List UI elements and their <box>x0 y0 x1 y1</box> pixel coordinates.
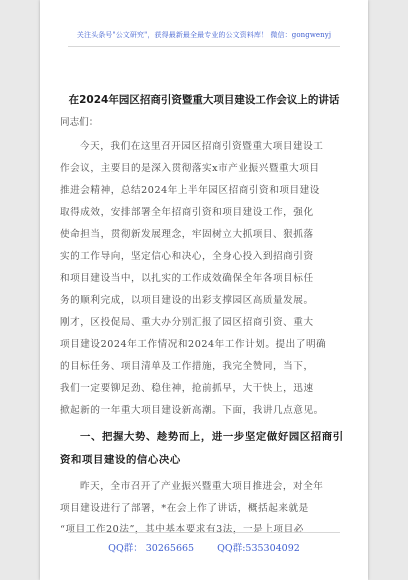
header-notice: 关注头条号"公文研究"，获得最新最全最专业的公文资料库！ 微信：gongwenyj <box>76 31 332 39</box>
footer-divider <box>68 532 340 533</box>
salutation: 同志们： <box>60 117 99 128</box>
paragraph-line: 项目建设2024年工作情况和2024年工作计划。提出了明确 <box>60 339 327 350</box>
footer <box>40 540 368 554</box>
paragraph-line: 取得成效，安排部署全年招商引资和项目建设工作，强化 <box>60 207 314 218</box>
paragraph-line: 作会议，主要目的是深入贯彻落实x市产业振兴暨重大项目 <box>60 163 320 174</box>
paragraph-line: 使命担当，贯彻新发展理念，牢固树立大抓项目、狠抓落 <box>60 229 314 240</box>
paragraph-line: 和项目建设当中，以扎实的工作成效确保全年各项目标任 <box>60 273 314 284</box>
paragraph-line: “项目工作20法”，其中基本要求有3法，一是上项目必 <box>60 524 304 535</box>
paragraph-line: 掀起新的一年重大项目建设新高潮。下面，我讲几点意见。 <box>60 405 324 416</box>
paragraph-line: 今天，我们在这里召开园区招商引资暨重大项目建设工 <box>80 141 324 152</box>
document-title: 在2024年园区招商引资暨重大项目建设工作会议上的讲话 <box>68 94 340 106</box>
paragraph-line: 刚才，区投促局、重大办分别汇报了园区招商引资、重大 <box>60 317 314 328</box>
paragraph-line: 务的顺利完成，以项目建设的出彩支撑园区高质量发展。 <box>60 295 314 306</box>
section-heading: 一、把握大势、趁势而上，进一步坚定做好园区招商引 <box>80 431 344 443</box>
header-divider <box>68 46 340 47</box>
document-page <box>40 0 368 580</box>
section-heading: 资和项目建设的信心决心 <box>60 454 181 466</box>
paragraph-line: 实的工作导向，坚定信心和决心，全身心投入到招商引资 <box>60 251 314 262</box>
paragraph-line: 的目标任务、项目清单及工作措施，我完全赞同，当下， <box>60 361 314 372</box>
footer-qq-group-1: QQ群： 30265665 <box>108 543 195 554</box>
paragraph-line: 我们一定要铆足劲、稳住神，抢前抓早，大干快上，迅速 <box>60 383 314 394</box>
footer-qq-group-2: QQ群:535304092 <box>217 543 300 554</box>
paragraph-line: 项目建设进行了部署，*在会上作了讲话，概括起来就是 <box>60 503 309 514</box>
paragraph-line: 昨天，全市召开了产业振兴暨重大项目推进会，对全年 <box>80 481 324 492</box>
paragraph-line: 推进会精神，总结2024年上半年园区招商引资和项目建设 <box>60 185 320 196</box>
